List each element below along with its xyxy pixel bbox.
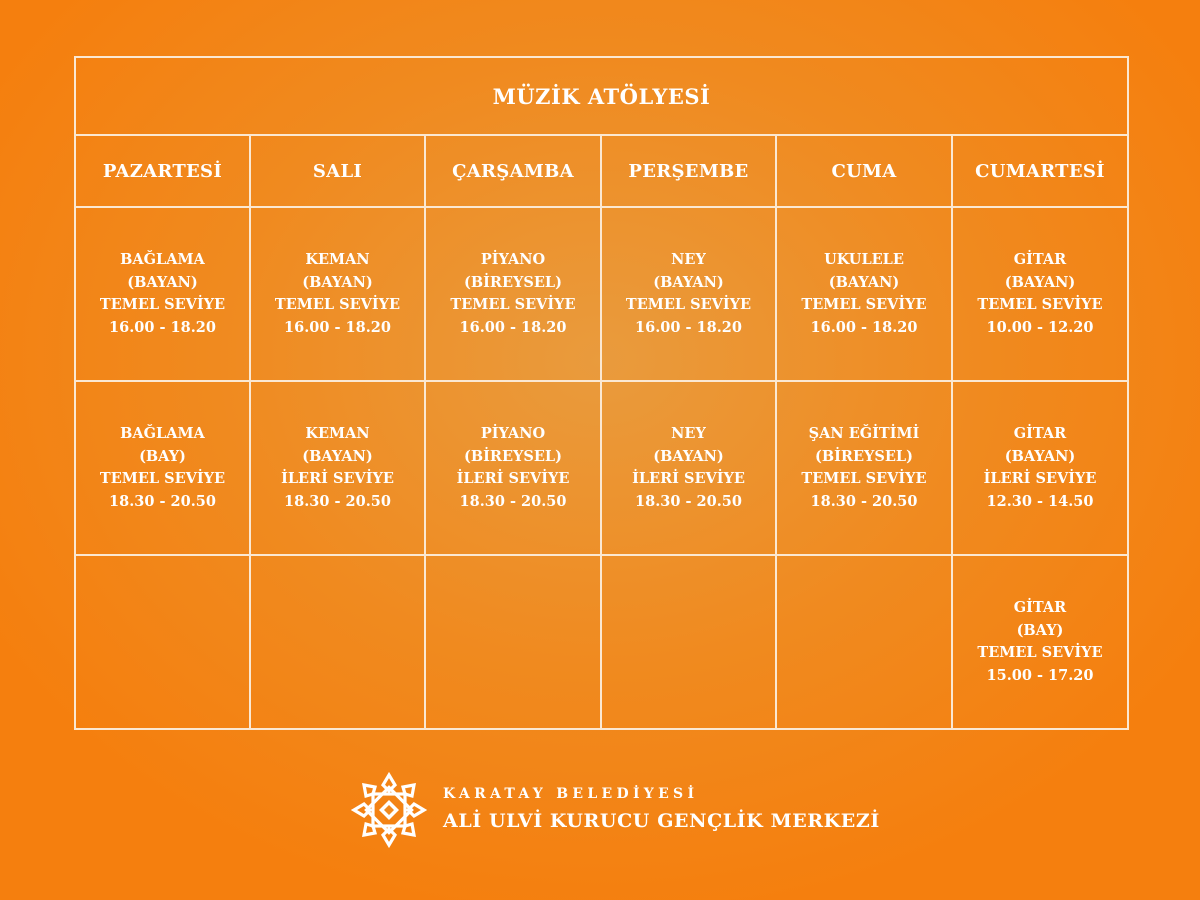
course-level: İLERİ SEVİYE [456,470,570,487]
empty-slot [425,555,601,729]
day-header: PERŞEMBE [601,135,776,207]
course-time: 18.30 - 20.50 [459,492,567,510]
empty-slot [601,555,776,729]
course-level: TEMEL SEVİYE [625,296,752,313]
course-name: GİTAR [1013,251,1067,268]
course-level: İLERİ SEVİYE [983,470,1097,487]
course-time: 16.00 - 18.20 [459,318,567,336]
course-group: (BİREYSEL) [815,447,913,465]
course-time: 16.00 - 18.20 [109,318,216,336]
course-level: İLERİ SEVİYE [281,470,394,487]
schedule-row [75,207,1128,381]
day-header: CUMARTESİ [952,135,1128,207]
course-slot [952,555,1128,729]
schedule-table [74,56,1129,730]
course-group: (BAY) [1016,621,1064,639]
course-time: 16.00 - 18.20 [810,318,918,336]
course-level: İLERİ SEVİYE [632,470,745,487]
day-header-row [75,135,1128,207]
empty-slot [75,555,250,729]
day-header: PAZARTESİ [75,135,250,207]
course-slot [776,381,952,555]
course-name: GİTAR [1013,599,1067,616]
empty-slot [776,555,952,729]
course-level: TEMEL SEVİYE [274,296,401,313]
course-time: 15.00 - 17.20 [986,666,1094,684]
course-slot [75,381,250,555]
course-slot [952,207,1128,381]
course-group: (BAYAN) [653,447,724,465]
course-group: (BAYAN) [302,273,373,291]
course-name: PİYANO [480,425,546,442]
course-level: TEMEL SEVİYE [801,470,927,487]
course-name: GİTAR [1013,425,1067,442]
day-header: ÇARŞAMBA [425,135,601,207]
course-name: ŞAN EĞİTİMİ [808,425,920,442]
course-group: (BAYAN) [1004,447,1076,465]
schedule-row [75,555,1128,729]
course-level: TEMEL SEVİYE [99,296,226,313]
course-slot [601,207,776,381]
course-name: KEMAN [305,425,370,442]
course-slot [425,207,601,381]
course-slot [250,207,425,381]
course-time: 18.30 - 20.50 [284,492,391,510]
youth-center-name: ALİ ULVİ KURUCU GENÇLİK MERKEZİ [443,810,880,832]
schedule-row [75,381,1128,555]
course-name: KEMAN [305,251,370,268]
course-time: 12.30 - 14.50 [986,492,1094,510]
course-group: (BAYAN) [828,273,900,291]
course-slot [952,381,1128,555]
course-time: 16.00 - 18.20 [284,318,391,336]
course-group: (BAYAN) [302,447,373,465]
course-name: UKULELE [824,251,904,268]
course-level: TEMEL SEVİYE [99,470,226,487]
course-slot [425,381,601,555]
course-time: 18.30 - 20.50 [109,492,216,510]
course-time: 18.30 - 20.50 [635,492,742,510]
course-name: BAĞLAMA [120,251,205,268]
day-header: CUMA [776,135,952,207]
geometric-star-emblem-icon [351,772,427,848]
course-group: (BAYAN) [653,273,724,291]
course-group: (BİREYSEL) [464,447,562,465]
course-time: 10.00 - 12.20 [986,318,1094,336]
course-level: TEMEL SEVİYE [977,644,1103,661]
title-row [75,57,1128,135]
course-time: 18.30 - 20.50 [810,492,918,510]
course-group: (BAY) [139,447,186,465]
course-group: (BAYAN) [1004,273,1076,291]
course-group: (BAYAN) [127,273,198,291]
course-name: NEY [671,251,706,268]
course-level: TEMEL SEVİYE [977,296,1103,313]
municipality-name: KARATAY BELEDİYESİ [443,786,699,802]
empty-slot [250,555,425,729]
course-name: PİYANO [480,251,546,268]
course-time: 16.00 - 18.20 [635,318,742,336]
course-name: NEY [671,425,706,442]
course-slot [250,381,425,555]
course-slot [75,207,250,381]
footer-brand [351,770,880,846]
course-level: TEMEL SEVİYE [801,296,927,313]
course-slot [601,381,776,555]
schedule-title: MÜZİK ATÖLYESİ [75,57,1128,135]
course-group: (BİREYSEL) [464,273,562,291]
schedule-body [75,207,1128,729]
course-slot [776,207,952,381]
course-level: TEMEL SEVİYE [450,296,576,313]
course-name: BAĞLAMA [120,425,205,442]
day-header: SALI [250,135,425,207]
